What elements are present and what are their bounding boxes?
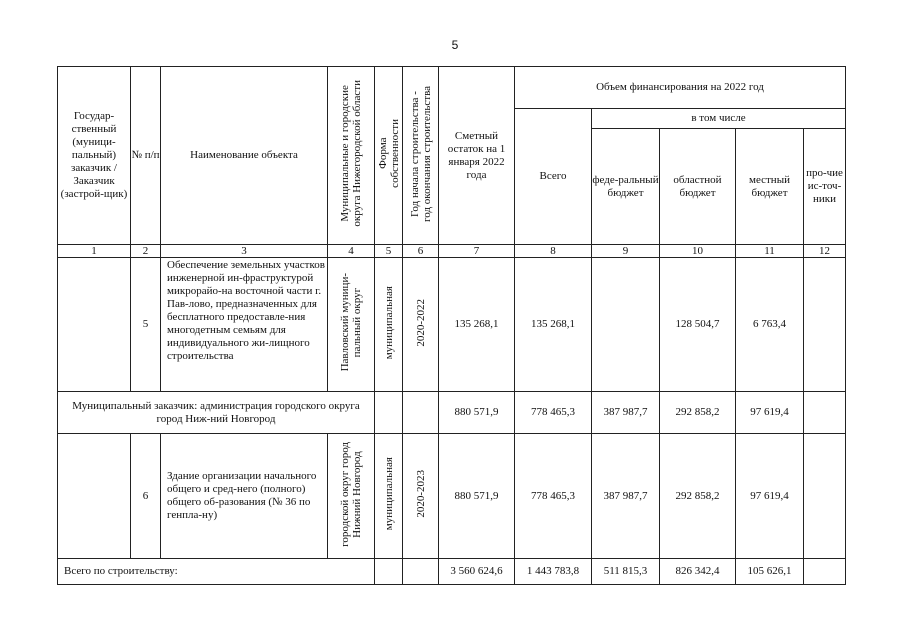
page-number: 5 [451, 38, 459, 52]
header-years [403, 67, 439, 245]
header-local: местный бюджет [736, 129, 804, 245]
row-municipality-text: Павловский муници- пальный округ [339, 273, 363, 372]
subtotal-local: 97 619,4 [736, 392, 804, 434]
grand-total-empty [403, 559, 439, 585]
row-estimate: 135 268,1 [439, 258, 515, 392]
row-ownership: муниципальная [375, 258, 403, 392]
subtotal-total: 778 465,3 [515, 392, 592, 434]
header-total: Всего [515, 109, 592, 245]
header-customer: Государ-ственный (муници-пальный) заказчик / Заказчик (застрой-щик) [58, 67, 131, 245]
header-municipality-text: Муниципальные и городские округа Нижегородской области [339, 80, 363, 227]
row-regional: 292 858,2 [660, 434, 736, 559]
col-index: 3 [161, 245, 328, 258]
header-other: про-чие ис-точ-ники [804, 129, 846, 245]
row-customer [58, 434, 131, 559]
row-regional: 128 504,7 [660, 258, 736, 392]
header-estimate: Сметный остаток на 1 января 2022 года [439, 67, 515, 245]
header-financing: Объем финансирования на 2022 год [515, 67, 846, 109]
grand-total-other [804, 559, 846, 585]
grand-total-empty [375, 559, 403, 585]
table-row [58, 258, 846, 392]
table-row [58, 434, 846, 559]
row-other [804, 434, 846, 559]
header-object-name: Наименование объекта [161, 67, 328, 245]
row-ownership: муниципальная [375, 434, 403, 559]
row-years: 2020-2022 [403, 258, 439, 392]
subtotal-row [58, 392, 846, 434]
financing-table [57, 66, 846, 585]
row-object-name: Обеспечение земельных участков инженерной ин-фраструктурой микрорайо-на восточной части г. Пав-лово, предназначенных для бесплатного предоставле-ния многодетным семьям для индивидуального жи-лищного строительства [161, 258, 328, 392]
header-municipality [328, 67, 375, 245]
col-index: 8 [515, 245, 592, 258]
header-including: в том числе [592, 109, 846, 129]
subtotal-empty [403, 392, 439, 434]
row-federal [592, 258, 660, 392]
header-ownership-text: Форма собственности [376, 119, 401, 188]
row-local: 6 763,4 [736, 258, 804, 392]
col-index: 4 [328, 245, 375, 258]
row-municipality [328, 258, 375, 392]
col-index: 7 [439, 245, 515, 258]
grand-total-total: 1 443 783,8 [515, 559, 592, 585]
col-index: 10 [660, 245, 736, 258]
row-other [804, 258, 846, 392]
col-index: 2 [131, 245, 161, 258]
col-index: 1 [58, 245, 131, 258]
grand-total-federal: 511 815,3 [592, 559, 660, 585]
header-ownership [375, 67, 403, 245]
row-federal: 387 987,7 [592, 434, 660, 559]
col-index: 12 [804, 245, 846, 258]
col-index: 9 [592, 245, 660, 258]
subtotal-estimate: 880 571,9 [439, 392, 515, 434]
subtotal-regional: 292 858,2 [660, 392, 736, 434]
grand-total-regional: 826 342,4 [660, 559, 736, 585]
col-index: 6 [403, 245, 439, 258]
subtotal-empty [375, 392, 403, 434]
col-index: 11 [736, 245, 804, 258]
header-num: № п/п [131, 67, 161, 245]
row-num: 5 [131, 258, 161, 392]
row-object-name: Здание организации начального общего и сред-него (полного) общего об-разования (№ 36 по генпла-ну) [161, 434, 328, 559]
row-years: 2020-2023 [403, 434, 439, 559]
col-index: 5 [375, 245, 403, 258]
row-local: 97 619,4 [736, 434, 804, 559]
row-total: 135 268,1 [515, 258, 592, 392]
grand-total-row [58, 559, 846, 585]
row-municipality [328, 434, 375, 559]
grand-total-local: 105 626,1 [736, 559, 804, 585]
grand-total-estimate: 3 560 624,6 [439, 559, 515, 585]
subtotal-federal: 387 987,7 [592, 392, 660, 434]
row-estimate: 880 571,9 [439, 434, 515, 559]
header-regional: областной бюджет [660, 129, 736, 245]
header-years-text: Год начала строительства - год окончания строительства [408, 85, 433, 222]
row-customer [58, 258, 131, 392]
grand-total-label: Всего по строительству: [58, 559, 375, 585]
row-municipality-text: городской округ город Нижний Новгород [339, 441, 363, 547]
subtotal-other [804, 392, 846, 434]
row-total: 778 465,3 [515, 434, 592, 559]
header-federal: феде-ральный бюджет [592, 129, 660, 245]
subtotal-label: Муниципальный заказчик: администрация городского округа город Ниж-ний Новгород [58, 392, 375, 434]
row-num: 6 [131, 434, 161, 559]
